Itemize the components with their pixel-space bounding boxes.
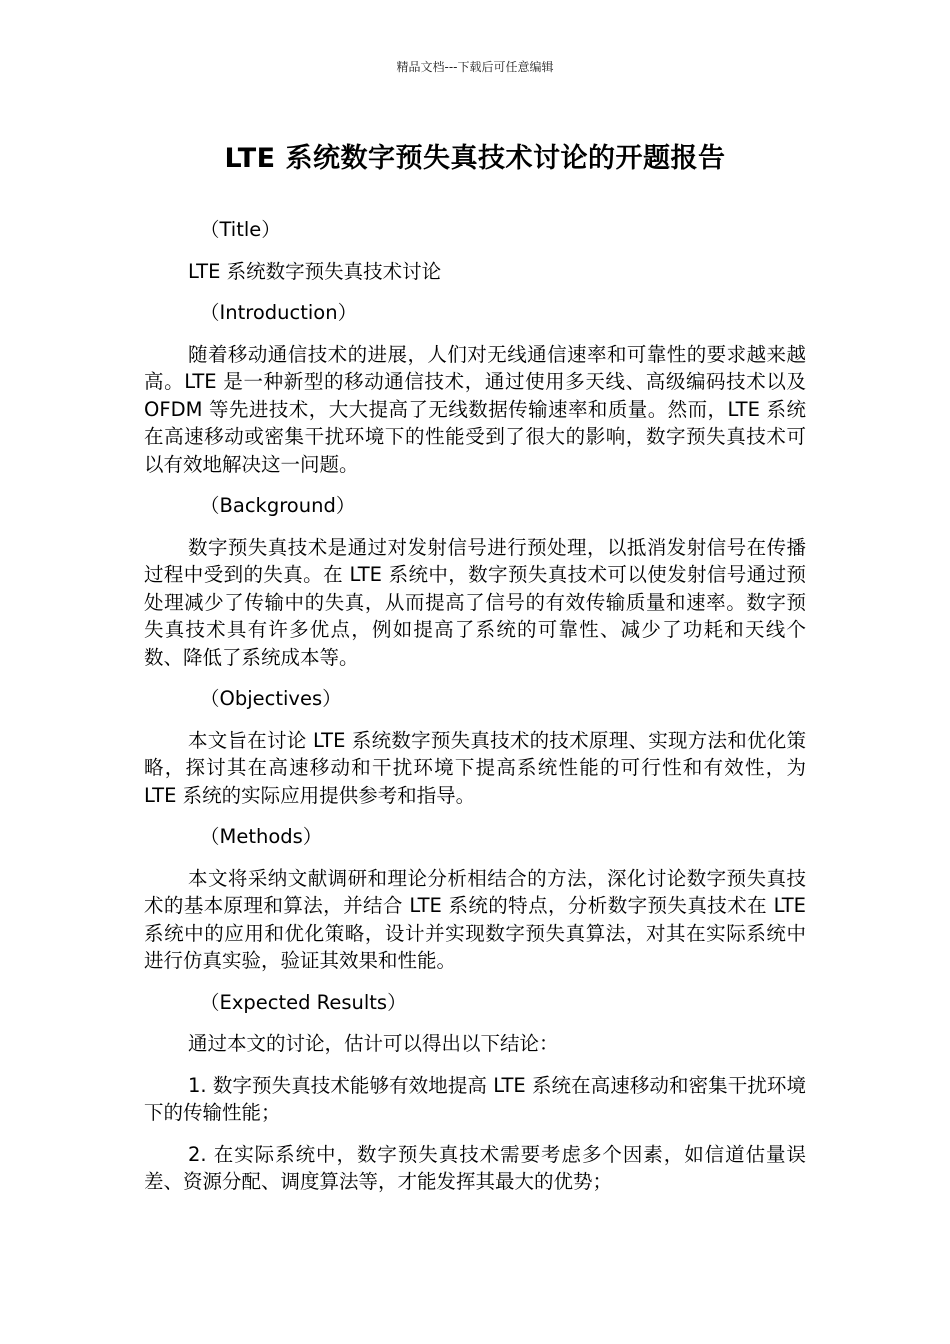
results-intro: 通过本文的讨论，估计可以得出以下结论： (188, 1032, 559, 1055)
document-title: LTE 系统数字预失真技术讨论的开题报告 (224, 143, 726, 174)
section-heading-background: （Background） (200, 494, 356, 517)
methods-paragraph: 本文将采纳文献调研和理论分析相结合的方法，深化讨论数字预失真技术的基本原理和算法，并结合 LTE 系统的特点，分析数字预失真技术在 LTE 系统中的应用和优化策略，设计并实现数字预失真算法，对其在实际系统中进行仿真实验，验证其效果和性能。 (144, 866, 806, 972)
section-heading-expected-results: （Expected Results） (200, 990, 407, 1014)
document-body (144, 216, 806, 1210)
section-heading-title: （Title） (200, 218, 281, 241)
results-item: 2. 在实际系统中，数字预失真技术需要考虑多个因素，如信道估量误差、资源分配、调度算法等，才能发挥其最大的优势； (144, 1142, 806, 1193)
background-paragraph: 数字预失真技术是通过对发射信号进行预处理，以抵消发射信号在传播过程中受到的失真。在 LTE 系统中，数字预失真技术可以使发射信号通过预处理减少了传输中的失真，从而提高了信号的有效传输质量和速率。数字预失真技术具有许多优点，例如提高了系统的可靠性、减少了功耗和天线个数、降低了系统成本等。 (144, 535, 806, 669)
objectives-paragraph: 本文旨在讨论 LTE 系统数字预失真技术的技术原理、实现方法和优化策略，探讨其在高速移动和干扰环境下提高系统性能的可行性和有效性，为 LTE 系统的实际应用提供参考和指导。 (144, 728, 806, 807)
title-text: LTE 系统数字预失真技术讨论 (188, 259, 442, 283)
section-heading-objectives: （Objectives） (200, 687, 342, 710)
introduction-paragraph: 随着移动通信技术的进展，人们对无线通信速率和可靠性的要求越来越高。LTE 是一种新型的移动通信技术，通过使用多天线、高级编码技术以及 OFDM 等先进技术，大大提高了无线数据传输速率和质量。然而，LTE 系统在高速移动或密集干扰环境下的性能受到了很大的影响，数字预失真技术可以有效地解决这一问题。 (144, 342, 806, 476)
section-heading-introduction: （Introduction） (200, 301, 358, 324)
header-note: 精品文档---下载后可任意编辑 (396, 60, 554, 74)
section-heading-methods: （Methods） (200, 825, 323, 848)
results-item: 1. 数字预失真技术能够有效地提高 LTE 系统在高速移动和密集干扰环境下的传输性能； (144, 1073, 806, 1124)
